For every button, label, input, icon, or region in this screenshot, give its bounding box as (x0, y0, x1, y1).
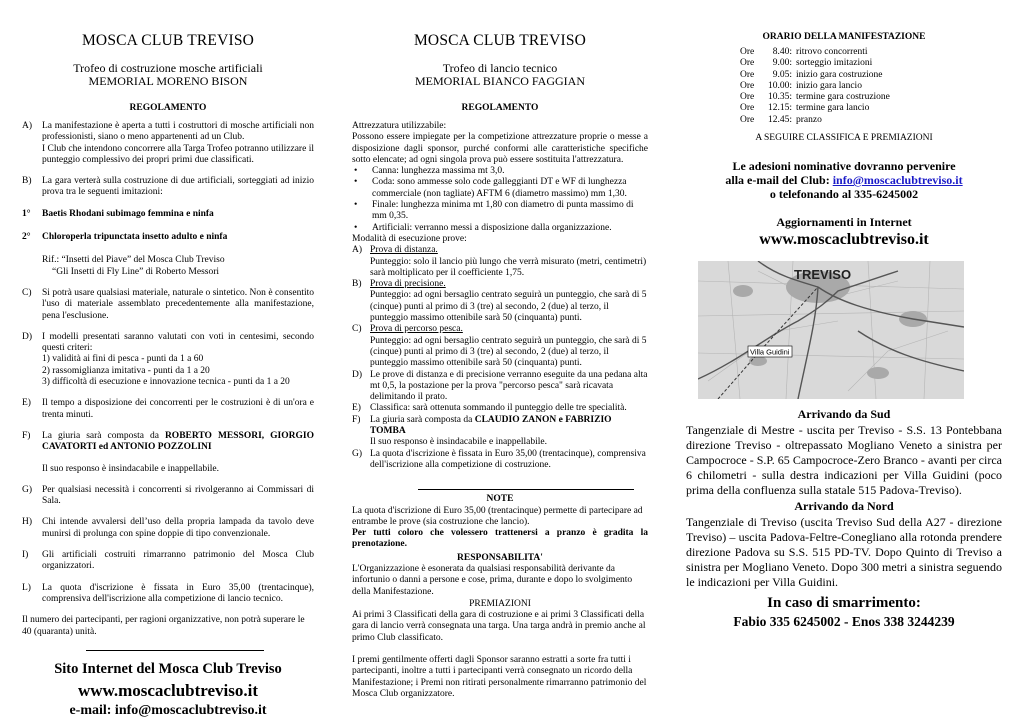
rule-label: E) (352, 403, 361, 414)
rule-label: G) (352, 448, 363, 459)
equipment-text: Canna: lunghezza massima mt 3,0. (372, 166, 505, 177)
trophy-name: Trofeo di costruzione mosche artificiali (73, 61, 263, 75)
test-title: Prova di percorso pesca. (370, 324, 463, 335)
ore-label: Ore (740, 92, 755, 103)
references (42, 255, 314, 278)
email-link[interactable]: e-mail: info@moscaclubtreviso.it (69, 702, 267, 718)
rule-label: D) (352, 369, 363, 380)
schedule-row (740, 70, 1002, 81)
club-title: MOSCA CLUB TREVISO (81, 32, 255, 49)
schedule-time: 12.15: (767, 103, 792, 114)
rule-text: Classifica: sarà ottenuta sommando il punteggio delle tre specialità. (370, 403, 627, 414)
rule-e (352, 403, 648, 414)
imitation-number: 1° (22, 208, 31, 219)
schedule-heading: ORARIO DELLA MANIFESTAZIONE (762, 32, 926, 42)
imitation-2 (22, 232, 314, 243)
rule-label: B) (22, 176, 32, 187)
info-column (686, 0, 1002, 630)
schedule-time: 9.00: (772, 58, 792, 69)
bullet-icon: • (354, 200, 358, 211)
schedule-row (740, 103, 1002, 114)
bullet-icon: • (354, 177, 358, 188)
rule-g (352, 449, 648, 472)
rule-label: A) (352, 245, 363, 256)
test-text: Punteggio: ad ogni bersaglio centrato seguirà un punteggio, che sarà di 5 (cinque) punti al primo di 3 (tre) al secondo, 2 (due) al terzo, il punteggio massimo ottenibile sarà 50 (cinquanta) punti. (370, 290, 647, 324)
test-title: Prova di distanza. (370, 245, 438, 256)
rules-heading: REGOLAMENTO (129, 103, 207, 113)
imitation-number: 2° (22, 232, 31, 243)
south-directions: Tangenziale di Mestre - uscita per Treviso - S.S. 13 Pontebbana direzione Treviso - oltrepassato Mogliano Veneto a sinistra per Campocroce - S.P. 65 Campocroce-Zero Branco - avanti per circa 6 chilometri - sulla destra indicazioni per Villa Guidini (poco prima della confluenza sulla statale 515 Padova-Treviso). (686, 423, 1002, 498)
rule-f (352, 415, 648, 449)
rule-text: Il suo responso è insindacabile e inappellabile. (370, 437, 548, 448)
trophy-subtitle (352, 62, 648, 88)
rule-a (22, 121, 314, 166)
schedule-list (740, 47, 1002, 126)
north-directions: Tangenziale di Treviso (uscita Treviso Sud della A27 - direzione Treviso) – uscita Padova-Feltre-Conegliano alla rotonda prendere direzione Padova su S.S. 515 PD-TV. Dopo Quinto di Treviso a sinistra per Mogliano Veneto. Dopo 300 metri a sinistra seguendo le indicazioni per Villa Guidini. (686, 515, 1002, 590)
schedule-desc: pranzo (796, 114, 822, 125)
map-image (698, 261, 964, 399)
schedule-desc: inizio gara lancio (796, 80, 862, 91)
prizes-text: Ai primi 3 Classificati della gara di costruzione e ai primi 3 Classificati della gara di lancio verrà consegnata una targa. Una targa andrà in premio anche al primo Club classificato. (352, 610, 646, 643)
lost-heading: In caso di smarrimento: (767, 595, 921, 612)
ore-label: Ore (740, 114, 755, 125)
divider (86, 650, 264, 651)
schedule-row (740, 115, 1002, 126)
schedule-time: 12.45: (767, 114, 792, 125)
imitation-1 (22, 209, 314, 220)
ore-label: Ore (740, 58, 755, 69)
rule-g (22, 485, 314, 508)
rule-label: A) (22, 121, 33, 131)
test-c (352, 324, 648, 369)
schedule-time: 9.05: (772, 69, 792, 80)
construction-column (22, 0, 314, 719)
equipment-text: Coda: sono ammesse solo code galleggianti DT e WF di lunghezza commerciale (non tagliate) AFTM 6 (diametro massimo) mm 1,30. (372, 177, 627, 199)
casting-column (352, 0, 648, 700)
equipment-item (352, 166, 648, 177)
rule-label: B) (352, 279, 362, 290)
club-title: MOSCA CLUB TREVISO (413, 32, 587, 49)
equipment-text: Artificiali: verranno messi a disposizione dalla organizzazione. (372, 222, 612, 233)
schedule-time: 10.35: (767, 92, 792, 103)
rule-d (352, 370, 648, 404)
notes-heading: NOTE (486, 494, 514, 505)
rule-d (22, 332, 314, 388)
equipment-text: Possono essere impiegate per la competizione attrezzature proprie o messe a disposizione dagli sponsor, purché conformi alle caratteristiche specifiche sotto elencate; ad ogni singola prova può essere sostituita l'attrezzatura. (352, 132, 648, 165)
rule-label: H) (22, 517, 33, 528)
rule-text: La quota d'iscrizione è fissata in Euro 35,00 (trentacinque), comprensiva dell'iscrizione alla competizione di costruzione. (370, 448, 646, 470)
test-text: Punteggio: ad ogni bersaglio centrato seguirà un punteggio, che sarà di 5 (cinque) punti al primo di 3 (tre) al secondo, 2 (due) al terzo, il punteggio massimo ottenibile sarà 50 (cinquanta) punti. (370, 335, 647, 369)
rule-text: I modelli presentati saranno valutati con voti in centesimi, secondo questi criteri: (42, 331, 314, 354)
schedule-desc: ritrovo concorrenti (796, 47, 868, 57)
rule-label: F) (352, 414, 361, 425)
jury-name: CLAUDIO ZANON (474, 414, 557, 425)
rule-text: La giuria sarà composta da (370, 414, 475, 425)
liability-heading: RESPONSABILITA' (457, 552, 543, 563)
rule-b (22, 176, 314, 199)
rule-label: D) (22, 331, 33, 342)
rule-c (22, 288, 314, 322)
test-title: Prova di precisione. (370, 279, 446, 290)
ore-label: Ore (740, 69, 755, 80)
north-heading: Arrivando da Nord (794, 499, 894, 514)
liability-text: L'Organizzazione è esonerata da qualsiasi responsabilità derivante da infortunio o danni a persone e cose, prima, durante e dopo lo svolgimento della Manifestazione. (352, 563, 633, 597)
website-link[interactable]: www.moscaclubtreviso.it (759, 231, 929, 249)
contact-phones: Fabio 335 6245002 - Enos 338 3244239 (733, 614, 955, 630)
equipment-heading: Attrezzatura utilizzabile: (352, 121, 447, 131)
bullet-icon: • (354, 222, 358, 233)
map-villa-label: Villa Guidini (750, 347, 790, 357)
schedule-desc: sorteggio imitazioni (796, 58, 873, 69)
rule-text: Si potrà usare qualsiasi materiale, naturale o sintetico. Non è consentito l'uso di materiale assemblato precedentemente alla manifestazione, pena l'esclusione. (42, 287, 314, 321)
jury-name: FABRIZIO TOMBA (370, 414, 612, 437)
rule-text: e (556, 414, 566, 425)
memorial-name: MEMORIAL MORENO BISON (88, 74, 248, 88)
criterion: 2) rassomiglianza imitativa - punti da 1 a 20 (42, 365, 210, 376)
rule-label: C) (352, 324, 362, 335)
criterion: 3) difficoltà di esecuzione e innovazione tecnica - punti da 1 a 20 (42, 377, 290, 388)
rule-i (22, 550, 314, 573)
equipment-item (352, 177, 648, 200)
rule-text: Il suo responso è insindacabile e inappellabile. (42, 463, 220, 474)
registration-phone: o telefonando al 335-6245002 (769, 187, 919, 202)
trophy-subtitle (22, 62, 314, 88)
equipment-text: Finale: lunghezza minima mt 1,80 con diametro di punta massimo di mm 0,35. (372, 200, 634, 222)
lunch-note: Per tutti coloro che volessero trattenersi a pranzo è gradita la prenotazione. (352, 528, 648, 550)
rule-text: La gara verterà sulla costruzione di due artificiali, sorteggiati ad inizio prova tra le seguenti imitazioni: (42, 176, 314, 198)
rule-h (22, 517, 314, 540)
rules-list (22, 121, 314, 638)
reference-line: Rif.: “Insetti del Piave” del Mosca Club Treviso (42, 255, 225, 266)
equipment-item (352, 223, 648, 234)
schedule-row (740, 58, 1002, 69)
website-heading: Sito Internet del Mosca Club Treviso (54, 660, 282, 677)
bullet-icon: • (354, 166, 358, 177)
prizes-heading: PREMIAZIONI (469, 598, 531, 609)
schedule-row (740, 47, 1002, 58)
schedule-row (740, 81, 1002, 92)
ore-label: Ore (740, 103, 755, 114)
participants-note: Il numero dei partecipanti, per ragioni organizzative, non potrà superare le 40 (quaranta) unità. (22, 615, 305, 637)
rule-label: I) (22, 550, 29, 561)
map-city-label: TREVISO (794, 267, 852, 283)
ore-label: Ore (740, 80, 755, 91)
rule-text: Chi intende avvalersi dell’uso della propria lampada da tavolo deve munirsi di prolunga con spine doppie di tipo convenzionale. (42, 517, 314, 539)
rule-text: Gli artificiali costruiti rimarranno patrimonio del Mosca Club organizzatori. (42, 550, 314, 572)
registration-text: alla e-mail del Club: (725, 173, 833, 188)
rule-text: Per qualsiasi necessità i concorrenti si rivolgeranno ai Commissari di Sala. (42, 484, 314, 507)
location-map (698, 261, 964, 399)
schedule-desc: termine gara lancio (796, 103, 870, 114)
notes-text: La quota d'iscrizione di Euro 35,00 (trentacinque) permette di partecipare ad entrambe le prove (sia costruzione che lancio). (352, 505, 643, 527)
imitation-name: Chloroperla tripunctata insetto adulto e ninfa (42, 232, 228, 243)
rule-label: L) (22, 582, 31, 593)
ore-label: Ore (740, 47, 755, 57)
rule-text: I Club che intendono concorrere alla Targa Trofeo potranno utilizzare il punteggio complessivo dei propri primi due classificati. (42, 143, 314, 165)
trophy-name: Trofeo di lancio tecnico (442, 61, 558, 75)
schedule-desc: termine gara costruzione (796, 92, 890, 103)
rule-label: G) (22, 484, 33, 495)
test-a (352, 245, 648, 279)
equipment-item (352, 200, 648, 223)
modes-heading: Modalità di esecuzione prove: (352, 233, 467, 244)
casting-rules (352, 121, 648, 700)
rule-text: La manifestazione è aperta a tutti i costruttori di mosche artificiali non professionisti, siano o meno appartenenti ad un Club. (42, 121, 314, 143)
schedule-desc: inizio gara costruzione (796, 69, 883, 80)
rule-label: E) (22, 398, 31, 409)
rule-e (22, 398, 314, 421)
test-b (352, 279, 648, 324)
rule-f (22, 431, 314, 475)
rule-label: F) (22, 430, 31, 441)
reference-line: “Gli Insetti di Fly Line” di Roberto Messori (52, 266, 220, 277)
rule-l (22, 583, 314, 606)
test-text: Punteggio: solo il lancio più lungo che verrà misurato (metri, centimetri) sarà moltiplicato per il coefficiente 1,75. (370, 256, 647, 278)
rule-text: La giuria sarà composta da (42, 430, 165, 441)
rule-label: C) (22, 287, 32, 298)
memorial-name: MEMORIAL BIANCO FAGGIAN (415, 74, 585, 88)
schedule-time: 8.40: (772, 47, 792, 57)
south-heading: Arrivando da Sud (797, 407, 891, 422)
imitation-name: Baetis Rhodani subimago femmina e ninfa (42, 208, 214, 219)
rules-heading: REGOLAMENTO (461, 103, 539, 113)
rule-text: Le prove di distanza e di precisione verranno eseguite da una pedana alta mt 0,5, la postazione per la prova "percorso pesca" sarà ricavata delimitando il prato. (370, 369, 648, 403)
prizes-text: I premi gentilmente offerti dagli Sponsor saranno estratti a sorte fra tutti i partecipanti, inoltre a tutti i partecipanti verrà consegnato un ricordo della Manifestazione; i Premi non ritirati personalmente rimarranno patrimonio del Mosca Club organizzatore. (352, 655, 647, 699)
following-note: A SEGUIRE CLASSIFICA E PREMIAZIONI (755, 133, 933, 144)
rule-text: Il tempo a disposizione dei concorrenti per le costruzioni è di un'ora e trenta minuti. (42, 398, 314, 420)
rule-text: La quota d'iscrizione è fissata in Euro 35,00 (trentacinque), comprensiva dell'iscrizione alla competizione di lancio tecnico. (42, 582, 314, 604)
registration-text: Le adesioni nominative dovranno pervenire (732, 159, 956, 174)
schedule-row (740, 92, 1002, 103)
registration-info (686, 159, 1002, 201)
club-email-link[interactable]: info@moscaclubtreviso.it (832, 173, 963, 188)
criterion: 1) validità ai fini di pesca - punti da 1 a 60 (42, 354, 204, 365)
schedule-time: 10.00: (767, 80, 792, 91)
jury-names: ROBERTO MESSORI, GIORGIO CAVATORTI ed ANTONIO POZZOLINI (42, 430, 314, 453)
updates-heading: Aggiornamenti in Internet (776, 215, 912, 230)
divider (418, 489, 634, 490)
website-link[interactable]: www.moscaclubtreviso.it (77, 680, 259, 700)
